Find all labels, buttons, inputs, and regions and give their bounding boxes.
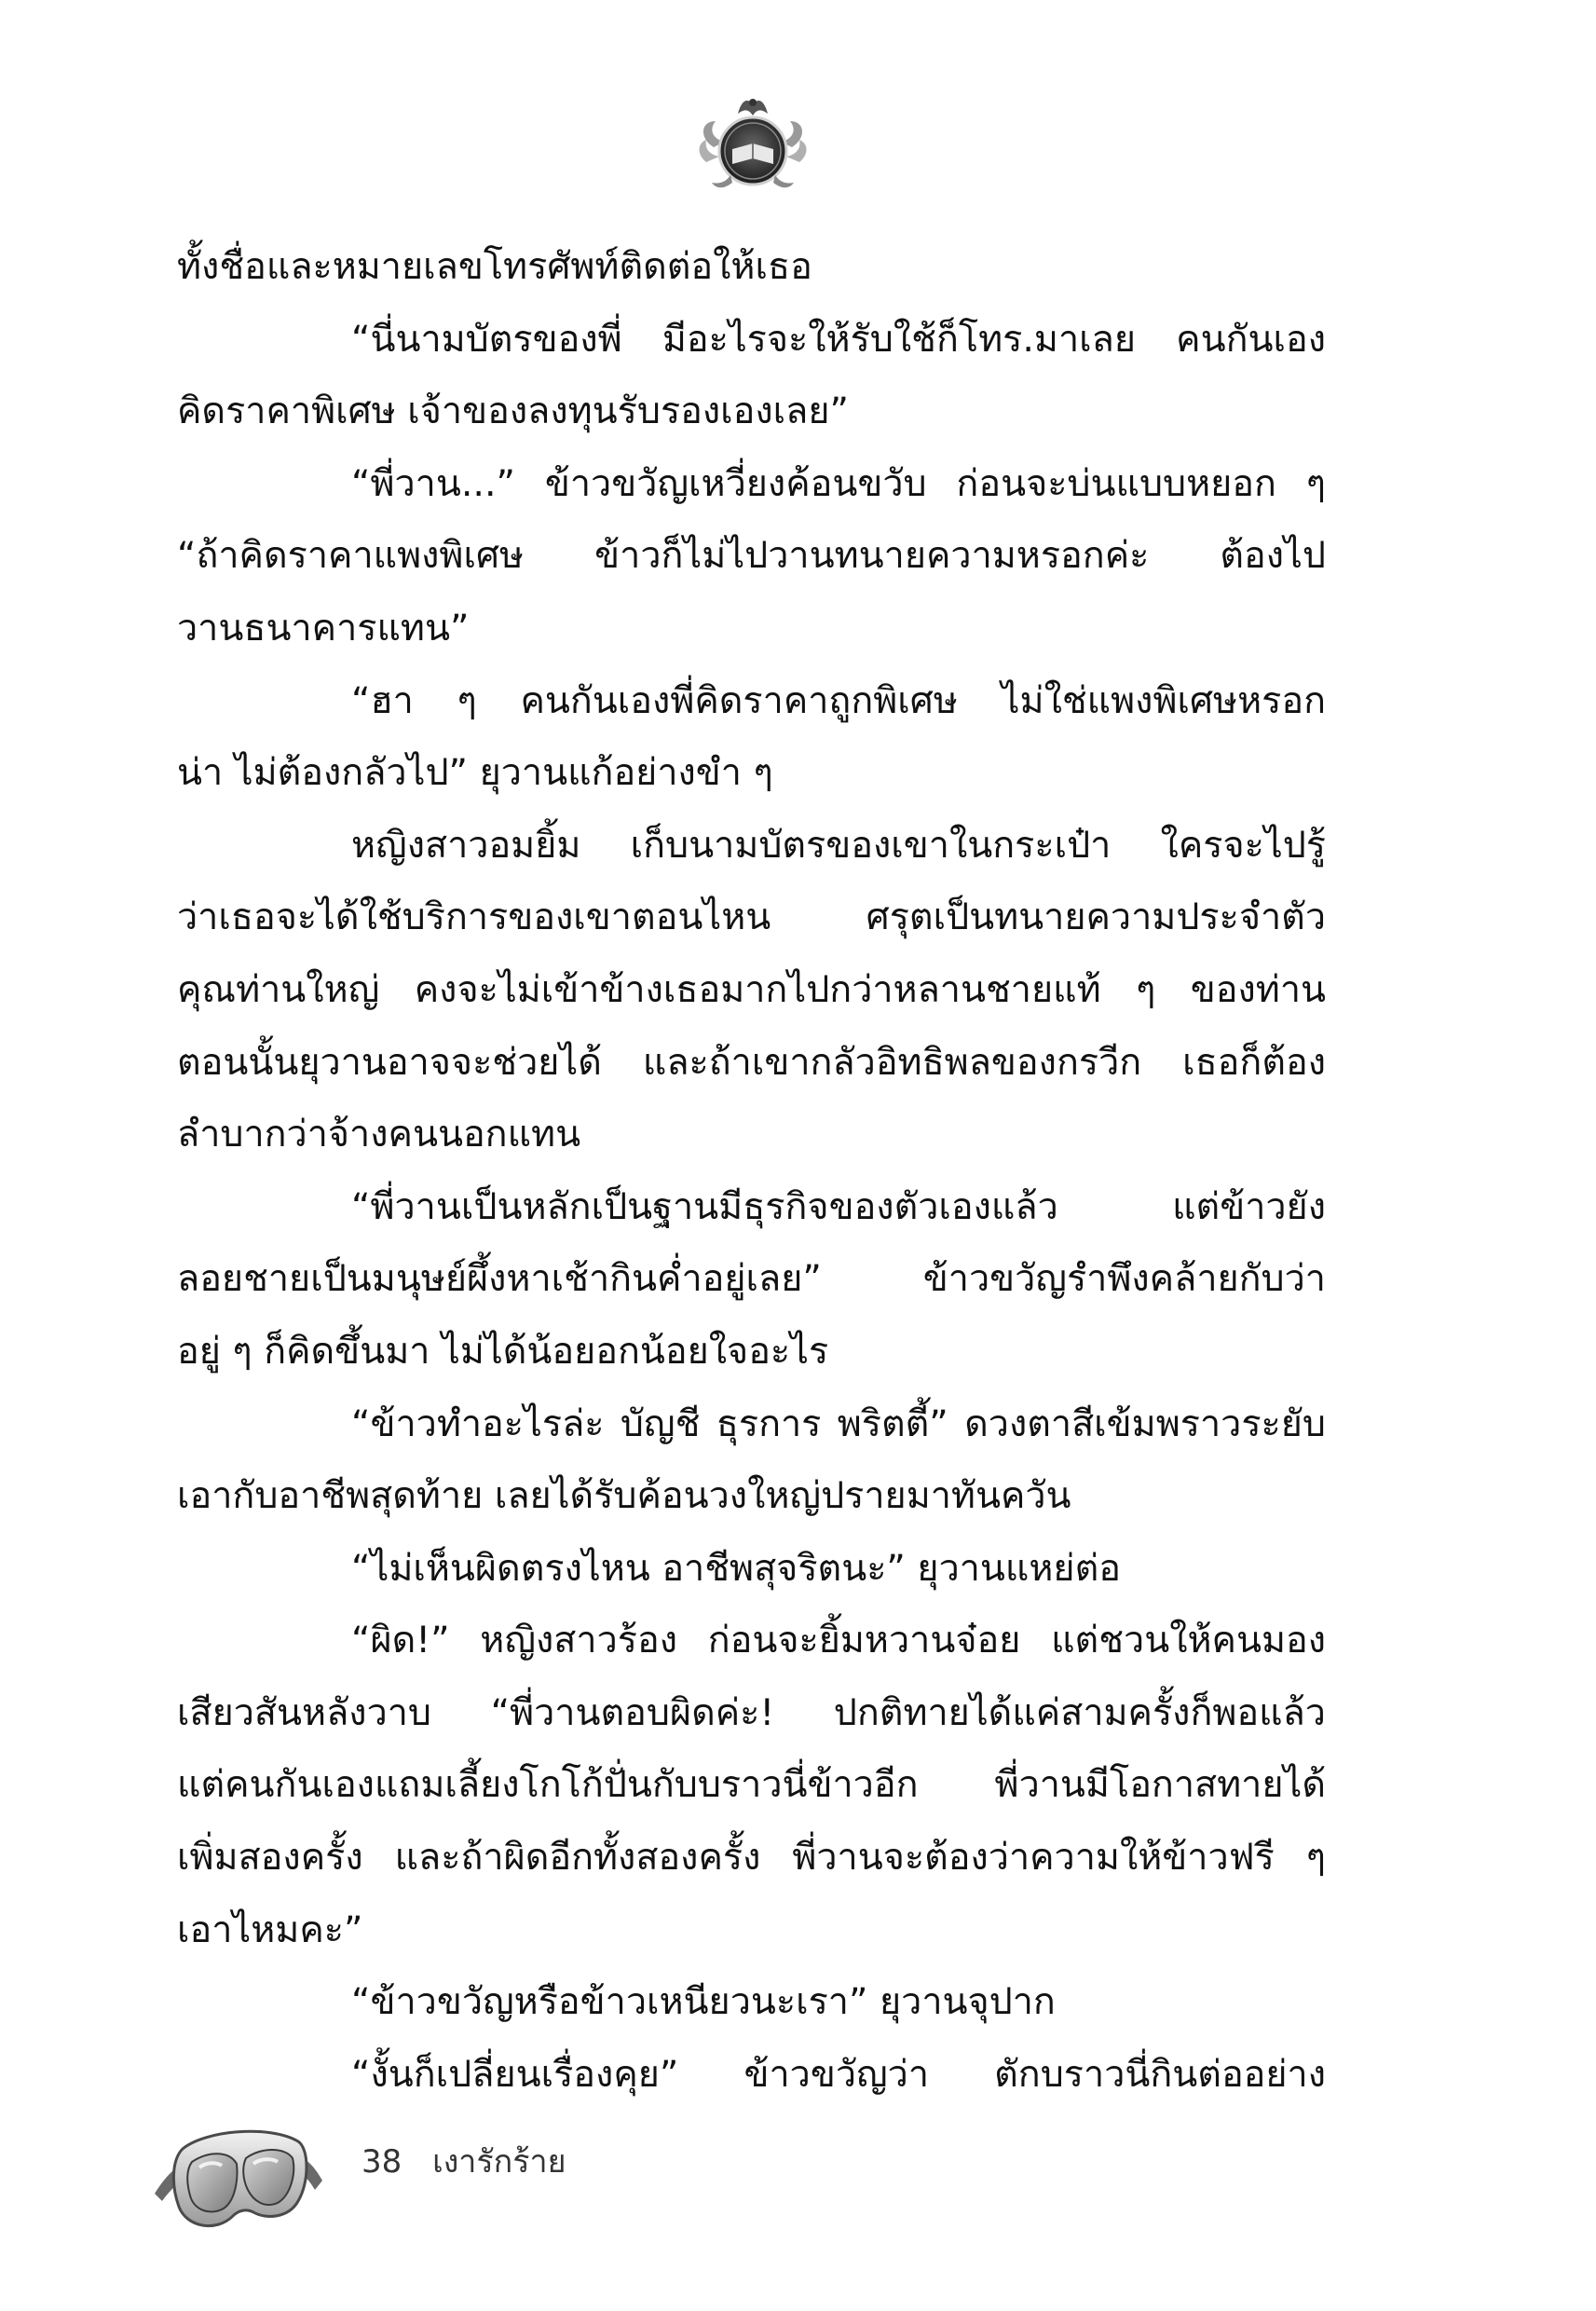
text-line: “พี่วาน...” ข้าวขวัญเหวี่ยงค้อนขวับ ก่อนจะบ่นแบบหยอก ๆ: [351, 461, 1326, 505]
text-line: “ผิด!” หญิงสาวร้อง ก่อนจะยิ้มหวานจ๋อย แต่ชวนให้คนมอง: [351, 1619, 1326, 1662]
text-line: “งั้นก็เปลี่ยนเรื่องคุย” ข้าวขวัญว่า ตักบราวนี่กินต่ออย่าง: [351, 2052, 1326, 2096]
diving-mask-icon: [149, 2108, 328, 2248]
book-title: เงารักร้าย: [432, 2143, 566, 2181]
text-line: คิดราคาพิเศษ เจ้าของลงทุนรับรองเองเลย”: [177, 390, 849, 433]
text-line: น่า ไม่ต้องกลัวไป” ยุวานแก้อย่างขำ ๆ: [177, 751, 773, 795]
text-line: อยู่ ๆ ก็คิดขึ้นมา ไม่ได้น้อยอกน้อยใจอะไร: [177, 1329, 829, 1373]
text-line: “ไม่เห็นผิดตรงไหน อาชีพสุจริตนะ” ยุวานแหย่ต่อ: [351, 1546, 1121, 1590]
text-line: แต่คนกันเองแถมเลี้ยงโกโก้ปั่นกับบราวนี่ข้าวอีก พี่วานมีโอกาสทายได้: [177, 1763, 1326, 1807]
text-line: “ข้าวขวัญหรือข้าวเหนียวนะเรา” ยุวานจุปาก: [351, 1980, 1056, 2024]
text-line: เพิ่มสองครั้ง และถ้าผิดอีกทั้งสองครั้ง พี่วานจะต้องว่าความให้ข้าวฟรี ๆ: [177, 1836, 1326, 1880]
text-line: คุณท่านใหญ่ คงจะไม่เข้าข้างเธอมากไปกว่าหลานชายแท้ ๆ ของท่าน: [177, 967, 1326, 1011]
text-line: “ข้าวทำอะไรล่ะ บัญชี ธุรการ พริตตี้” ดวงตาสีเข้มพราวระยับ: [351, 1402, 1326, 1445]
text-line: หญิงสาวอมยิ้ม เก็บนามบัตรของเขาในกระเป๋า ใครจะไปรู้: [351, 823, 1326, 867]
emblem-logo-icon: [695, 93, 811, 199]
text-line: ทั้งชื่อและหมายเลขโทรศัพท์ติดต่อให้เธอ: [177, 245, 812, 288]
text-line: ลอยชายเป็นมนุษย์ผึ้งหาเช้ากินค่ำอยู่เลย” ข้าวขวัญรำพึงคล้ายกับว่า: [177, 1257, 1326, 1301]
page-number: 38: [361, 2143, 402, 2181]
text-line: “นี่นามบัตรของพี่ มีอะไรจะให้รับใช้ก็โทร.มาเลย คนกันเอง: [351, 317, 1326, 361]
text-line: เอากับอาชีพสุดท้าย เลยได้รับค้อนวงใหญ่ปรายมาทันควัน: [177, 1474, 1071, 1518]
text-line: วานธนาคารแทน”: [177, 606, 470, 650]
text-line: เสียวสันหลังวาบ “พี่วานตอบผิดค่ะ! ปกติทายได้แค่สามครั้งก็พอแล้ว: [177, 1690, 1326, 1734]
text-line: ว่าเธอจะได้ใช้บริการของเขาตอนไหน ศรุตเป็นทนายความประจำตัว: [177, 896, 1326, 939]
text-line: “ฮา ๆ คนกันเองพี่คิดราคาถูกพิเศษ ไม่ใช่แพงพิเศษหรอก: [351, 678, 1326, 722]
text-line: ลำบากว่าจ้างคนนอกแทน: [177, 1113, 581, 1156]
text-line: “พี่วานเป็นหลักเป็นฐานมีธุรกิจของตัวเองแล้ว แต่ข้าวยัง: [351, 1184, 1326, 1228]
text-line: “ถ้าคิดราคาแพงพิเศษ ข้าวก็ไม่ไปวานทนายความหรอกค่ะ ต้องไป: [177, 534, 1326, 578]
body-text: [177, 231, 1326, 2111]
text-line: ตอนนั้นยุวานอาจจะช่วยได้ และถ้าเขากลัวอิทธิพลของกรวีก เธอก็ต้อง: [177, 1040, 1326, 1084]
text-line: เอาไหมคะ”: [177, 1908, 363, 1951]
page-footer: [361, 2136, 566, 2186]
